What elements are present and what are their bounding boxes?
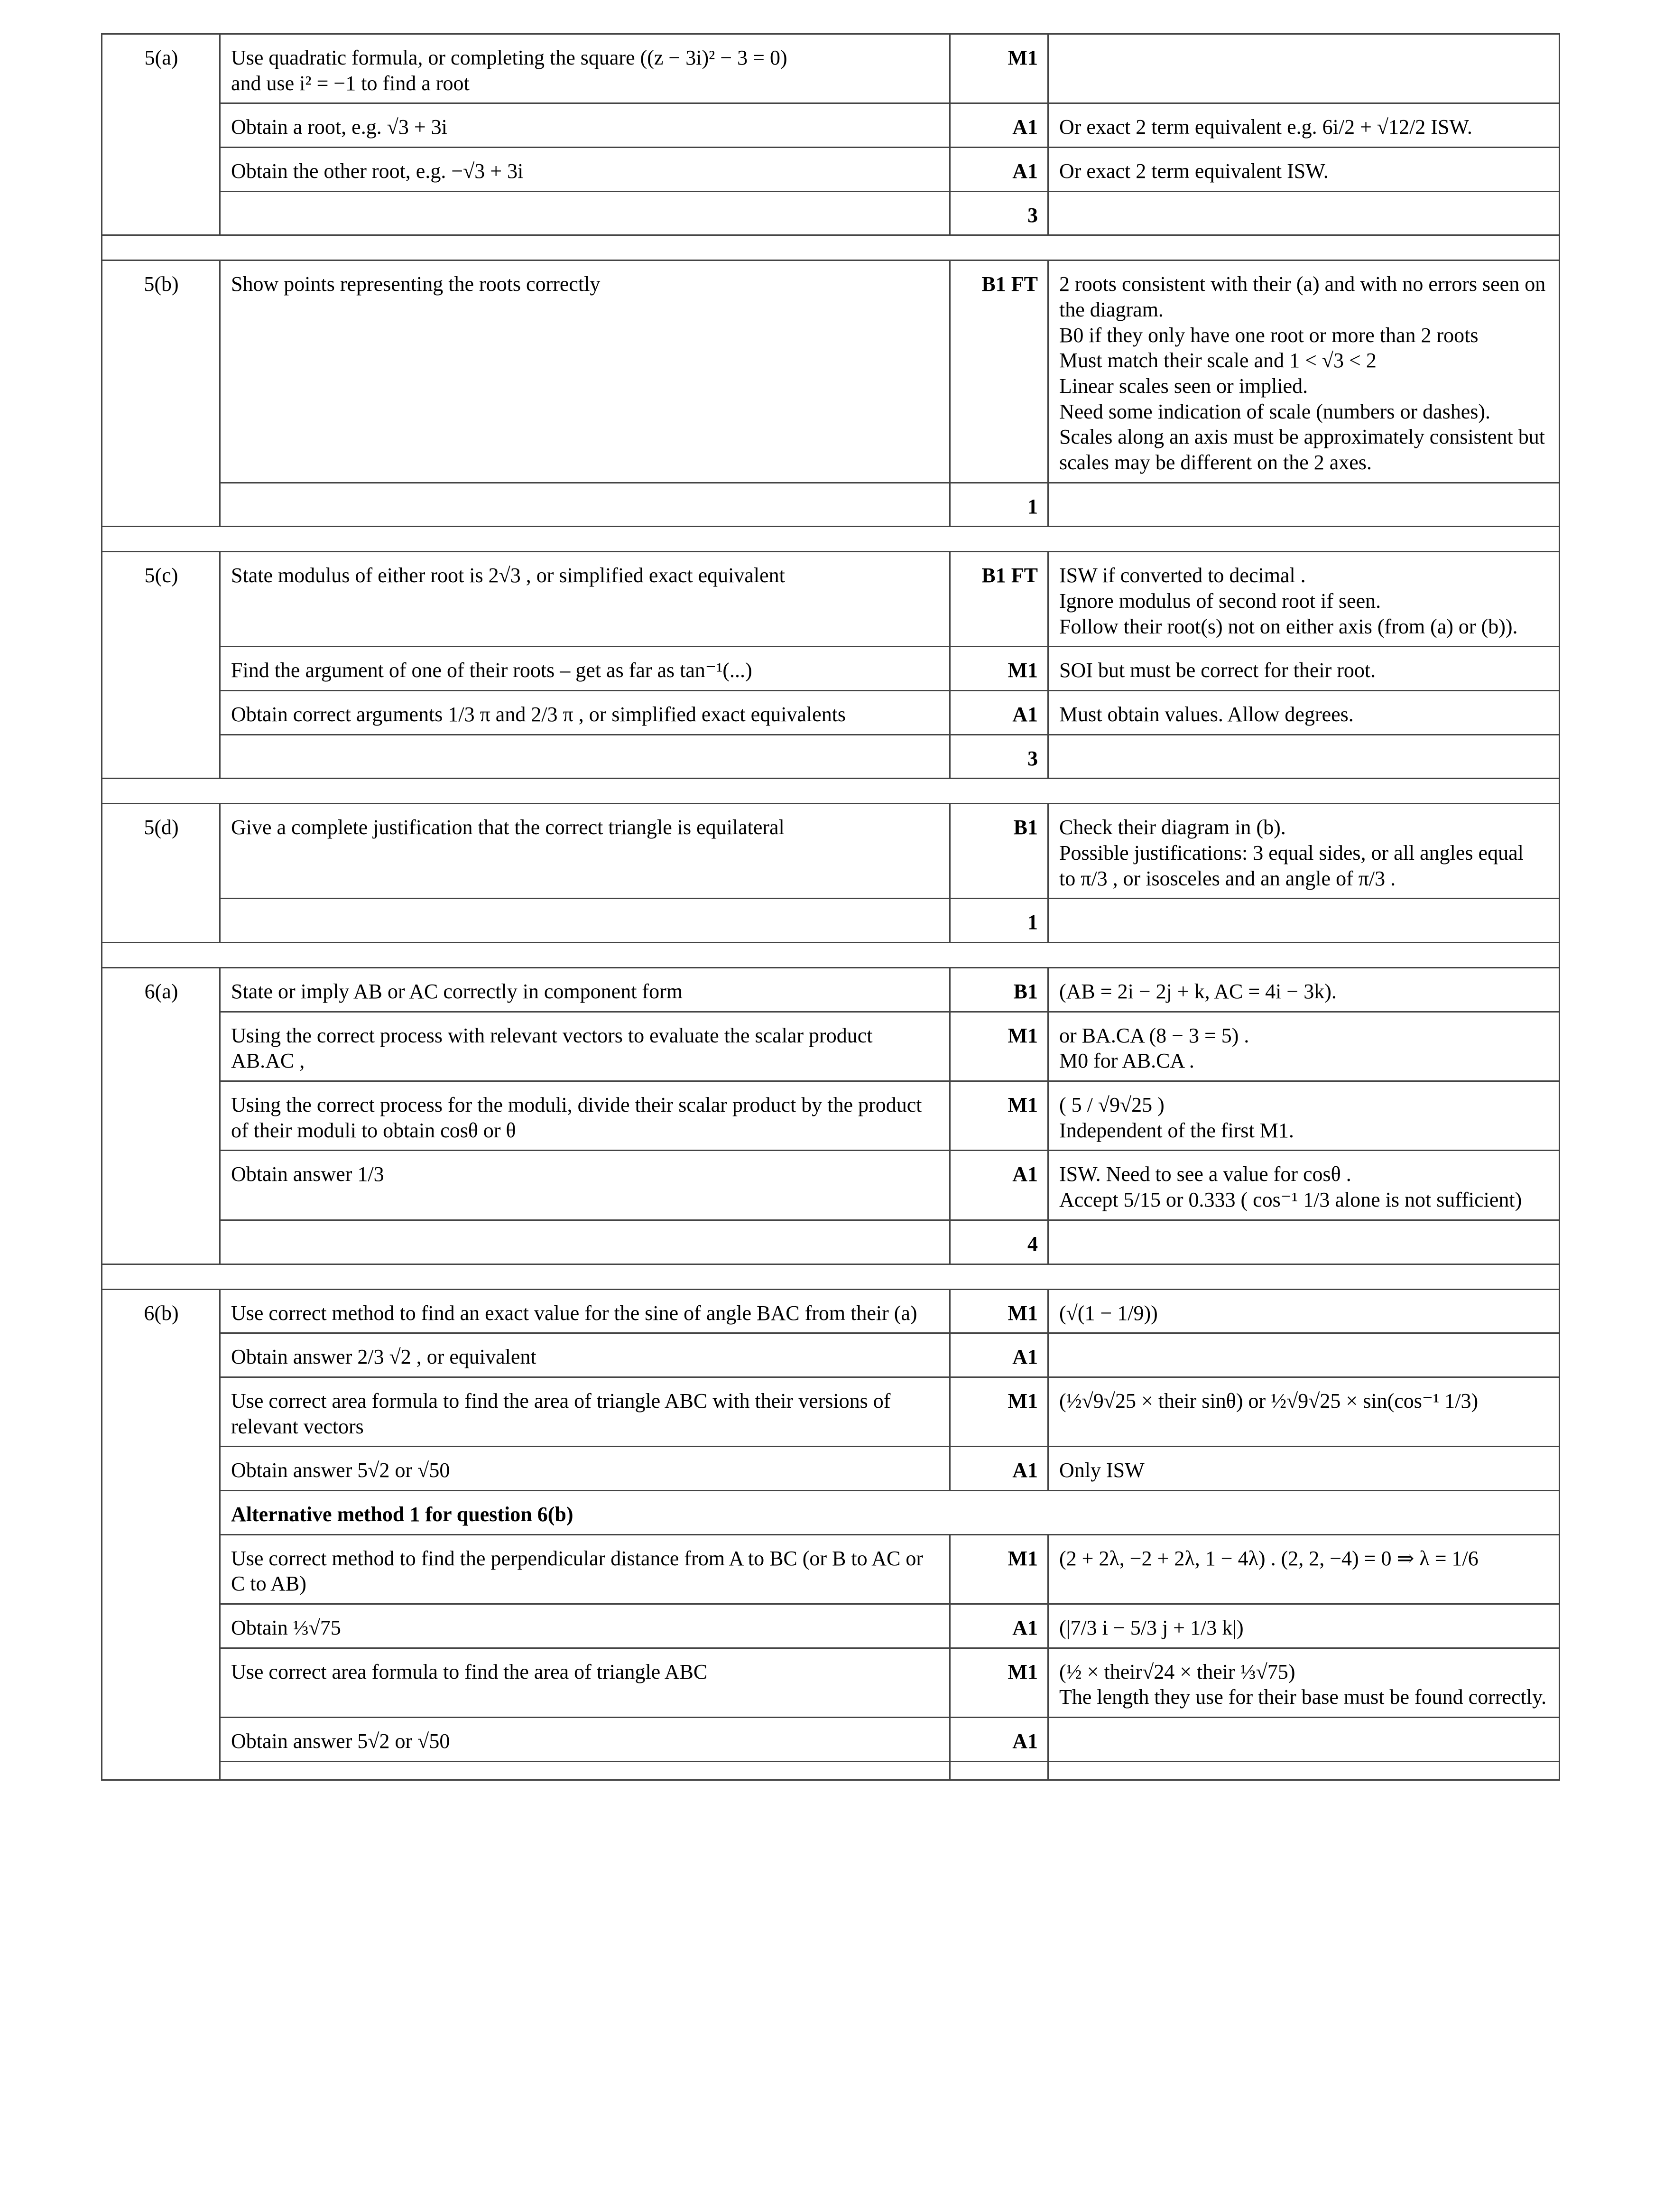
mark-cell: B1 FT <box>950 552 1048 647</box>
mark-cell: M1 <box>950 1648 1048 1717</box>
guidance-line: M0 for AB.CA . <box>1059 1049 1194 1073</box>
guidance-line: Need some indication of scale (numbers or dashes). <box>1059 400 1491 423</box>
guidance-line: (|7/3 i − 5/3 j + 1/3 k|) <box>1059 1616 1244 1639</box>
mark-cell: B1 <box>950 968 1048 1012</box>
answer-cell <box>220 1648 950 1717</box>
answer-line: Using the correct process with relevant vectors to evaluate the scalar product <box>231 1023 873 1047</box>
answer-cell <box>220 552 950 647</box>
marking-row <box>102 260 1560 483</box>
answer-cell <box>220 1081 950 1151</box>
answer-line: Obtain ⅓√75 <box>231 1616 341 1639</box>
guidance-cell <box>1048 103 1560 148</box>
guidance-cell <box>1048 1717 1560 1761</box>
marking-row <box>102 804 1560 899</box>
guidance-cell <box>1048 804 1560 899</box>
total-answer-blank <box>220 1761 950 1780</box>
marking-row <box>102 1447 1560 1491</box>
total-answer-blank <box>220 483 950 527</box>
guidance-line: B0 if they only have one root or more than 2 roots <box>1059 323 1479 347</box>
mark-scheme-table <box>101 33 1560 1781</box>
answer-cell <box>220 804 950 899</box>
answer-line: Find the argument of one of their roots – get as far as tan⁻¹(...) <box>231 659 752 682</box>
mark-cell: A1 <box>950 103 1048 148</box>
answer-line: AB.AC , <box>231 1049 305 1073</box>
total-guidance-blank <box>1048 1220 1560 1264</box>
total-answer-blank <box>220 899 950 943</box>
total-answer-blank <box>220 191 950 235</box>
answer-cell <box>220 1289 950 1333</box>
answer-cell <box>220 1333 950 1377</box>
guidance-cell <box>1048 34 1560 103</box>
answer-line: and use i² = −1 to find a root <box>231 71 470 95</box>
guidance-cell <box>1048 1012 1560 1081</box>
guidance-cell <box>1048 1377 1560 1446</box>
mark-cell: M1 <box>950 34 1048 103</box>
marking-row <box>102 1081 1560 1151</box>
answer-line: State or imply AB or AC correctly in component form <box>231 980 683 1004</box>
total-guidance-blank <box>1048 191 1560 235</box>
guidance-line: Linear scales seen or implied. <box>1059 374 1308 398</box>
marking-row <box>102 691 1560 735</box>
marking-row <box>102 1333 1560 1377</box>
answer-cell <box>220 260 950 483</box>
guidance-line: Or exact 2 term equivalent e.g. 6i/2 + √12/2 ISW. <box>1059 115 1472 139</box>
total-row <box>102 191 1560 235</box>
guidance-line: 2 roots consistent with their (a) and with no errors seen on the diagram. <box>1059 272 1546 322</box>
answer-line: Obtain answer 1/3 <box>231 1162 384 1186</box>
block-separator <box>102 779 1560 804</box>
answer-line: Obtain answer 2/3 √2 , or equivalent <box>231 1345 536 1369</box>
guidance-line: (AB = 2i − 2j + k, AC = 4i − 3k). <box>1059 980 1337 1004</box>
answer-line: Obtain a root, e.g. √3 + 3i <box>231 115 447 139</box>
answer-cell <box>220 1151 950 1220</box>
answer-line: Using the correct process for the moduli, divide their scalar product by the product of their moduli to obtain cosθ or θ <box>231 1093 922 1142</box>
answer-line: Obtain answer 5√2 or √50 <box>231 1459 450 1482</box>
guidance-line: (½√9√25 × their sinθ) or ½√9√25 × sin(cos⁻¹ 1/3) <box>1059 1389 1479 1413</box>
guidance-line: Accept 5/15 or 0.333 ( cos⁻¹ 1/3 alone is not sufficient) <box>1059 1188 1522 1212</box>
guidance-cell <box>1048 148 1560 192</box>
marking-row <box>102 34 1560 103</box>
guidance-line: (½ × their√24 × their ⅓√75) <box>1059 1660 1295 1683</box>
answer-cell <box>220 1377 950 1446</box>
answer-line: Obtain answer 5√2 or √50 <box>231 1729 450 1753</box>
question-number: 5(d) <box>102 804 220 943</box>
guidance-line: SOI but must be correct for their root. <box>1059 659 1376 682</box>
guidance-cell <box>1048 1151 1560 1220</box>
guidance-cell <box>1048 1534 1560 1604</box>
answer-cell <box>220 1447 950 1491</box>
guidance-cell <box>1048 647 1560 691</box>
total-marks: 1 <box>950 483 1048 527</box>
total-marks: 3 <box>950 734 1048 779</box>
guidance-line: (√(1 − 1/9)) <box>1059 1301 1158 1325</box>
mark-cell: A1 <box>950 1447 1048 1491</box>
question-number: 6(a) <box>102 968 220 1264</box>
question-number: 6(b) <box>102 1289 220 1780</box>
block-separator <box>102 235 1560 260</box>
marking-row <box>102 968 1560 1012</box>
total-answer-blank <box>220 1220 950 1264</box>
mark-cell: M1 <box>950 1012 1048 1081</box>
mark-cell: A1 <box>950 1333 1048 1377</box>
mark-cell: M1 <box>950 1534 1048 1604</box>
answer-cell <box>220 34 950 103</box>
block-separator <box>102 527 1560 552</box>
mark-cell: B1 FT <box>950 260 1048 483</box>
answer-cell <box>220 1717 950 1761</box>
marking-row <box>102 103 1560 148</box>
answer-cell <box>220 968 950 1012</box>
total-row <box>102 483 1560 527</box>
answer-line: Give a complete justification that the correct triangle is equilateral <box>231 816 785 839</box>
guidance-line: to π/3 , or isosceles and an angle of π/3 . <box>1059 866 1396 890</box>
guidance-line: Possible justifications: 3 equal sides, or all angles equal <box>1059 841 1524 865</box>
marking-row <box>102 148 1560 192</box>
guidance-cell <box>1048 1289 1560 1333</box>
guidance-line: Follow their root(s) not on either axis (from (a) or (b)). <box>1059 614 1518 638</box>
total-row <box>102 734 1560 779</box>
mark-cell: M1 <box>950 647 1048 691</box>
marking-row <box>102 1490 1560 1534</box>
answer-cell <box>220 148 950 192</box>
mark-cell: A1 <box>950 1151 1048 1220</box>
guidance-line: Scales along an axis must be approximately consistent but scales may be different on the 2 axes. <box>1059 425 1545 474</box>
guidance-cell <box>1048 968 1560 1012</box>
marking-row <box>102 1534 1560 1604</box>
guidance-cell <box>1048 552 1560 647</box>
marking-row <box>102 552 1560 647</box>
guidance-line: Must obtain values. Allow degrees. <box>1059 703 1354 726</box>
mark-cell: M1 <box>950 1377 1048 1446</box>
question-number: 5(a) <box>102 34 220 235</box>
answer-line: Use correct area formula to find the area of triangle ABC <box>231 1660 708 1683</box>
guidance-cell <box>1048 691 1560 735</box>
block-separator <box>102 1264 1560 1289</box>
guidance-cell <box>1048 1604 1560 1648</box>
question-number: 5(b) <box>102 260 220 527</box>
answer-line: Use correct method to find an exact value for the sine of angle BAC from their (a) <box>231 1301 917 1325</box>
guidance-line: (2 + 2λ, −2 + 2λ, 1 − 4λ) . (2, 2, −4) = 0 ⇒ λ = 1/6 <box>1059 1546 1479 1570</box>
guidance-line: or BA.CA (8 − 3 = 5) . <box>1059 1023 1249 1047</box>
total-row <box>102 1220 1560 1264</box>
answer-line: State modulus of either root is 2√3 , or simplified exact equivalent <box>231 564 785 587</box>
total-marks: 4 <box>950 1220 1048 1264</box>
guidance-cell <box>1048 1333 1560 1377</box>
alternative-method-heading: Alternative method 1 for question 6(b) <box>220 1490 1560 1534</box>
answer-cell <box>220 103 950 148</box>
guidance-line: Or exact 2 term equivalent ISW. <box>1059 159 1329 183</box>
total-guidance-blank <box>1048 734 1560 779</box>
answer-line: Use correct area formula to find the area of triangle ABC with their versions of relevant vectors <box>231 1389 891 1438</box>
marking-row <box>102 1717 1560 1761</box>
answer-cell <box>220 647 950 691</box>
guidance-line: Ignore modulus of second root if seen. <box>1059 589 1381 613</box>
total-guidance-blank <box>1048 899 1560 943</box>
block-separator <box>102 943 1560 968</box>
mark-cell: A1 <box>950 1717 1048 1761</box>
guidance-line: The length they use for their base must be found correctly. <box>1059 1685 1547 1709</box>
mark-cell: A1 <box>950 691 1048 735</box>
guidance-line: Only ISW <box>1059 1459 1145 1482</box>
guidance-line: ISW. Need to see a value for cosθ . <box>1059 1162 1351 1186</box>
answer-line: Obtain correct arguments 1/3 π and 2/3 π , or simplified exact equivalents <box>231 703 846 726</box>
marking-row <box>102 1289 1560 1333</box>
mark-cell: M1 <box>950 1289 1048 1333</box>
answer-cell <box>220 691 950 735</box>
answer-line: Use quadratic formula, or completing the square ((z − 3i)² − 3 = 0) <box>231 46 787 69</box>
answer-cell <box>220 1604 950 1648</box>
mark-cell: A1 <box>950 1604 1048 1648</box>
answer-cell <box>220 1012 950 1081</box>
marking-row <box>102 1604 1560 1648</box>
guidance-cell <box>1048 260 1560 483</box>
marking-row <box>102 1151 1560 1220</box>
guidance-cell <box>1048 1648 1560 1717</box>
mark-cell: B1 <box>950 804 1048 899</box>
guidance-line: ISW if converted to decimal . <box>1059 564 1306 587</box>
total-row <box>102 1761 1560 1780</box>
answer-line: Use correct method to find the perpendicular distance from A to BC (or B to AC or C to AB) <box>231 1546 924 1596</box>
answer-line: Show points representing the roots correctly <box>231 272 601 296</box>
total-guidance-blank <box>1048 483 1560 527</box>
guidance-cell <box>1048 1081 1560 1151</box>
total-answer-blank <box>220 734 950 779</box>
marking-row <box>102 647 1560 691</box>
total-row <box>102 899 1560 943</box>
marking-row <box>102 1377 1560 1446</box>
total-marks <box>950 1761 1048 1780</box>
mark-cell: M1 <box>950 1081 1048 1151</box>
guidance-line: Independent of the first M1. <box>1059 1118 1294 1142</box>
marking-row <box>102 1012 1560 1081</box>
answer-cell <box>220 1534 950 1604</box>
question-number: 5(c) <box>102 552 220 779</box>
marking-row <box>102 1648 1560 1717</box>
answer-line: Obtain the other root, e.g. −√3 + 3i <box>231 159 524 183</box>
guidance-cell <box>1048 1447 1560 1491</box>
total-marks: 1 <box>950 899 1048 943</box>
guidance-line: Check their diagram in (b). <box>1059 816 1286 839</box>
guidance-line: Must match their scale and 1 < √3 < 2 <box>1059 349 1377 372</box>
total-marks: 3 <box>950 191 1048 235</box>
guidance-line: ( 5 / √9√25 ) <box>1059 1093 1165 1117</box>
mark-cell: A1 <box>950 148 1048 192</box>
total-guidance-blank <box>1048 1761 1560 1780</box>
